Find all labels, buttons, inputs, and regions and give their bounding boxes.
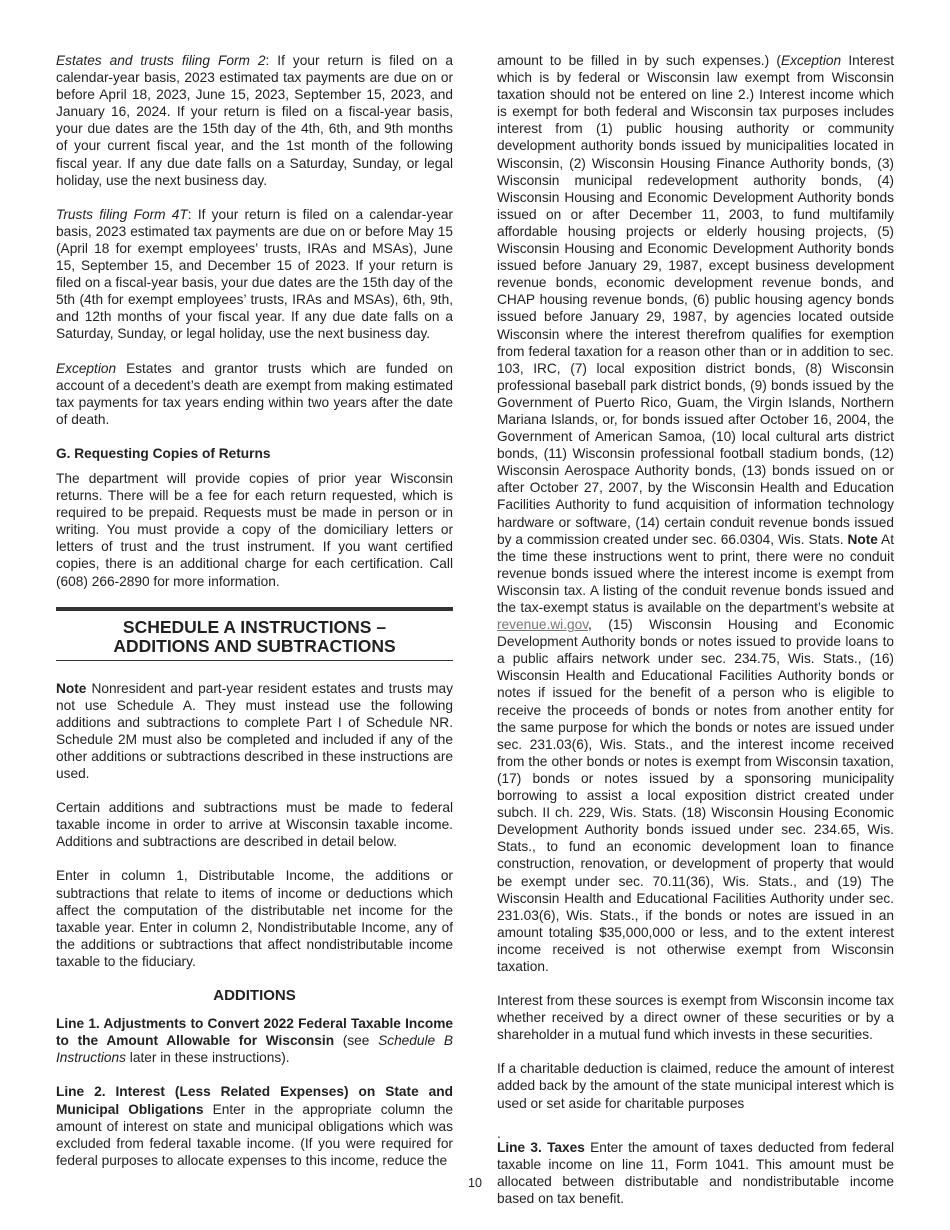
- copies-paragraph: The department will provide copies of prior year Wisconsin returns. There will be a fee for each return requested, which is required to be prepaid. Requests must be made in person or in writing. You must provide a copy of the domiciliary letters or letters of trust and the trust instrument. If you want certified copies, there is an additional charge for each certification. Call (608) 266-2890 for more information.: [56, 470, 453, 589]
- line3-paragraph: Line 3. Taxes Enter the amount of taxes deducted from federal taxable income on line 11, Form 1041. This amount must be allocated between distributable and nondistributable income based on tax benefit.: [497, 1139, 895, 1206]
- stray-period: .: [497, 1125, 501, 1141]
- revenue-website-link[interactable]: revenue.wi.gov: [497, 617, 589, 633]
- note-paragraph: Note Nonresident and part-year resident estates and trusts may not use Schedule A. They must instead use the following additions and subtractions to complete Part I of Schedule NR. Schedule 2M must also be completed and included if any of the other additions or subtractions described in these instructions are used.: [56, 680, 453, 782]
- right-column: [497, 52, 894, 1224]
- line2-paragraph: Line 2. Interest (Less Related Expenses) on State and Municipal Obligations Enter in the appropriate column the amount of interest on state and municipal obligations which was excluded from federal taxable income. (If you were required for federal purposes to allocate expenses to this income, reduce the: [56, 1084, 453, 1168]
- exception-paragraph: Exception Estates and grantor trusts which are funded on account of a decedent’s death are exempt from making estimated tax payments for tax years ending within two years after the date of death.: [56, 360, 453, 427]
- page-number: 10: [468, 1176, 482, 1190]
- line1-paragraph: Line 1. Adjustments to Convert 2022 Federal Taxable Income to the Amount Allowable for Wisconsin (see Schedule B Instructions later in these instructions).: [56, 1016, 453, 1066]
- mutual-fund-paragraph: Interest from these sources is exempt from Wisconsin income tax whether received by a direct owner of these securities or by a shareholder in a mutual fund which invests in these securities.: [497, 993, 894, 1043]
- columns-paragraph: Enter in column 1, Distributable Income, the additions or subtractions that relate to items of income or deductions which affect the computation of the distributable net income for the taxable year. Enter in column 2, Nondistributable Income, any of the additions or subtractions that affect nondistributable income taxable to the fiduciary.: [56, 868, 453, 969]
- charitable-paragraph: If a charitable deduction is claimed, reduce the amount of interest added back by the amount of the state municipal interest which is used or set aside for charitable purposes: [497, 1061, 894, 1111]
- schedule-a-heading: SCHEDULE A INSTRUCTIONS – ADDITIONS AND SUBTRACTIONS: [56, 607, 453, 661]
- requesting-copies-heading: G. Requesting Copies of Returns: [56, 445, 271, 461]
- left-column: [56, 52, 453, 1186]
- additions-heading: ADDITIONS: [213, 987, 296, 1005]
- exempt-interest-paragraph: amount to be filled in by such expenses.) (Exception Interest which is by federal or Wisconsin law exempt from Wisconsin taxation should not be entered on line 2.) Interest income which is exempt for both federal and Wisconsin tax purposes includes interest from (1) public housing authority or community development authority bonds issued by municipalities located in Wisconsin, (2) Wisconsin Housing Finance Authority bonds, (3) Wisconsin municipal redevelopment authority bonds, (4) Wisconsin Housing and Economic Development Authority bonds issued on or after December 11, 2003, to fund multifamily affordable housing projects or elderly housing projects, (5) Wisconsin Housing and Economic Development Authority bonds issued before January 29, 1987, except business development revenue bonds, economic development revenue bonds, and CHAP housing revenue bonds, (6) public housing agency bonds issued before January 29, 1987, by agencies located outside Wisconsin where the interest therefrom qualifies for exemption from federal taxation for a reason other than or in addition to sec. 103, IRC, (7) local exposition district bonds, (8) Wisconsin professional baseball park district bonds, (9) bonds issued by the Government of Puerto Rico, Guam, the Virgin Islands, Northern Mariana Islands, or, for bonds issued after October 16, 2004, the Government of American Samoa, (10) local cultural arts district bonds, (11) Wisconsin professional football stadium bonds, (12) Wisconsin Aerospace Authority bonds, (13) bonds issued on or after October 27, 2007, by the Wisconsin Health and Education Facilities Authority to fund acquisition of information technology hardware or software, (14) certain conduit revenue bonds issued by a commission created under sec. 66.0304, Wis. Stats. Note At the time these instructions went to print, there were no conduit revenue bonds issued where the interest income is exempt from Wisconsin tax. A listing of the conduit revenue bonds issued and the tax-exempt status is available on the department’s website at revenue.wi.gov, (15) Wisconsin Housing and Economic Development Authority bonds or notes issued to provide loans to a public affairs network under sec. 234.75, Wis. Stats., (16) Wisconsin Health and Educational Facilities Authority bonds or notes if issued for the benefit of a person who is eligible to receive the proceeds of bonds or notes from another entity for the same purpose for which the bonds or notes are issued under sec. 231.03(6), Wis. Stats., and the interest income received from the other bonds or notes is exempt from Wisconsin taxation, (17) bonds or notes issued by a sponsoring municipality borrowing to assist a local exposition district created under subch. II ch. 229, Wis. Stats. (18) Wisconsin Housing Economic Development Authority bonds issued under sec. 234.65, Wis. Stats., to fund an economic development loan to finance construction, renovation, or development of property that would be exempt under sec. 70.11(36), Wis. Stats., and (19) The Wisconsin Health and Educational Facilities Authority under sec. 231.03(6), Wis. Stats., if the bonds or notes are issued in an amount totaling $35,000,000 or less, and to the extent interest income received is not otherwise exempt from Wisconsin taxation.: [497, 53, 895, 974]
- form2-paragraph: Estates and trusts filing Form 2: If your return is filed on a calendar-year basis, 2023 estimated tax payments are due on or before April 18, 2023, June 15, 2023, September 15, 2023, and January 16, 2024. If your return is filed on a fiscal-year basis, your due dates are the 15th day of the 4th, 6th, and 9th months of your current fiscal year, and the 1st month of the following fiscal year. If any due date falls on a Saturday, Sunday, or legal holiday, use the next business day.: [56, 53, 453, 188]
- form4t-paragraph: Trusts filing Form 4T: If your return is filed on a calendar-year basis, 2023 estimated tax payments are due on or before May 15 (April 18 for exempt employees’ trusts, IRAs and MSAs), June 15, September 15, and December 15 of 2023. If your return is filed on a fiscal-year basis, your due dates are the 15th day of the 5th (4th for exempt employees’ trusts, IRAs and MSAs), 6th, 9th, and 12th months of your fiscal year. If any due date falls on a Saturday, Sunday, or legal holiday, use the next business day.: [56, 206, 453, 342]
- additions-intro-paragraph: Certain additions and subtractions must be made to federal taxable income in order to arrive at Wisconsin taxable income. Additions and subtractions are described in detail below.: [56, 800, 453, 850]
